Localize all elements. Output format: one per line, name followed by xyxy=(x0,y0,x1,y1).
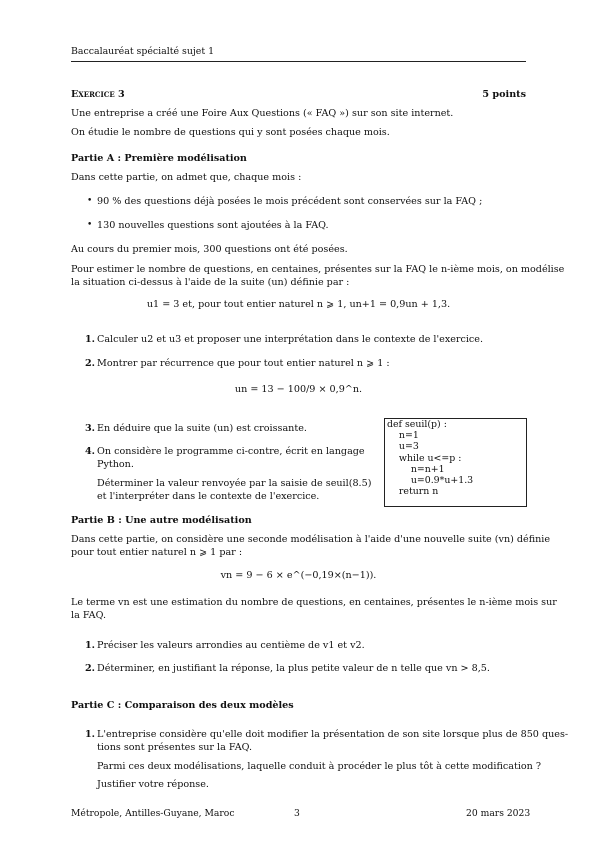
bullet-marker: • xyxy=(87,220,93,230)
question-text: Montrer par récurrence que pour tout entier naturel n ⩾ 1 : xyxy=(97,358,390,369)
part-c-question-1-cont: tions sont présentes sur la FAQ. xyxy=(97,742,253,753)
code-line: def seuil(p) : xyxy=(387,419,447,430)
part-a-line-3b: la situation ci-dessus à l'aide de la suite (un) définie par : xyxy=(71,277,350,288)
part-c-question-1-ask: Parmi ces deux modélisations, laquelle conduit à procéder le plus tôt à cette modification ? xyxy=(97,761,542,772)
exercise-heading xyxy=(71,88,526,101)
part-a-recurrence-formula: u1 = 3 et, pour tout entier naturel n ⩾ 1, un+1 = 0,9un + 1,3. xyxy=(146,299,451,310)
footer-location: Métropole, Antilles-Guyane, Maroc xyxy=(71,808,235,819)
part-b-line-1b: pour tout entier naturel n ⩾ 1 par : xyxy=(71,547,243,558)
part-c-question-1: 1. L'entreprise considère qu'elle doit modifier la présentation de son site lorsque plus de 850 ques- xyxy=(85,729,569,740)
footer-date: 20 mars 2023 xyxy=(466,808,531,819)
code-line: u=3 xyxy=(387,441,419,453)
part-b-formula: vn = 9 − 6 × e^(−0,19×(n−1)). xyxy=(220,570,377,581)
part-a-question-1: 1. Calculer u2 et u3 et proposer une interprétation dans le contexte de l'exercice. xyxy=(85,334,484,345)
header-rule xyxy=(71,61,526,62)
question-text: En déduire que la suite (un) est croissante. xyxy=(97,423,307,434)
question-text: Calculer u2 et u3 et proposer une interprétation dans le contexte de l'exercice. xyxy=(97,334,484,345)
exercise-title: Exercice 3 xyxy=(71,89,125,100)
exercise-points: 5 points xyxy=(482,89,526,100)
part-a-question-4: 4. On considère le programme ci-contre, écrit en langage xyxy=(85,446,365,457)
part-c-title: Partie C : Comparaison des deux modèles xyxy=(71,700,294,711)
question-text: Déterminer, en justifiant la réponse, la plus petite valeur de n telle que vn > 8,5. xyxy=(97,663,490,674)
python-code-box xyxy=(384,418,527,507)
part-a-bullet-2: 130 nouvelles questions sont ajoutées à la FAQ. xyxy=(97,220,329,231)
intro-line-2: On étudie le nombre de questions qui y sont posées chaque mois. xyxy=(71,127,390,138)
code-line: n=n+1 xyxy=(387,463,445,475)
part-b-question-2: 2. Déterminer, en justifiant la réponse, la plus petite valeur de n telle que vn > 8,5. xyxy=(85,663,490,674)
code-line: return n xyxy=(387,486,439,498)
question-text: On considère le programme ci-contre, écrit en langage xyxy=(97,446,365,457)
question-text: Préciser les valeurs arrondies au centième de v1 et v2. xyxy=(97,640,365,651)
part-a-question-3: 3. En déduire que la suite (un) est croissante. xyxy=(85,423,307,434)
part-a-line-3a: Pour estimer le nombre de questions, en centaines, présentes sur la FAQ le n-ième mois, on modélise xyxy=(71,264,565,275)
part-c-question-1-justify: Justifier votre réponse. xyxy=(97,779,209,790)
footer-page-number: 3 xyxy=(294,808,300,819)
bullet-marker: • xyxy=(87,196,93,206)
question-text: L'entreprise considère qu'elle doit modifier la présentation de son site lorsque plus de 850 ques- xyxy=(97,729,569,740)
part-a-line-2: Au cours du premier mois, 300 questions ont été posées. xyxy=(71,244,348,255)
part-a-line-1: Dans cette partie, on admet que, chaque mois : xyxy=(71,172,302,183)
part-a-bullet-1: 90 % des questions déjà posées le mois précédent sont conservées sur la FAQ ; xyxy=(97,196,483,207)
part-a-explicit-formula: un = 13 − 100/9 × 0,9^n. xyxy=(234,384,363,395)
part-b-line-2b: la FAQ. xyxy=(71,610,107,621)
part-b-question-1: 1. Préciser les valeurs arrondies au centième de v1 et v2. xyxy=(85,640,365,651)
running-header: Baccalauréat spécialté sujet 1 xyxy=(71,46,215,57)
code-line: n=1 xyxy=(387,430,419,442)
part-b-line-2a: Le terme vn est une estimation du nombre de questions, en centaines, présentes le n-ième mois sur xyxy=(71,597,557,608)
part-a-question-4-task: Déterminer la valeur renvoyée par la saisie de seuil(8.5) xyxy=(97,478,372,489)
code-line: while u<=p : xyxy=(387,452,462,464)
part-b-line-1a: Dans cette partie, on considère une seconde modélisation à l'aide d'une nouvelle suite (vn) définie xyxy=(71,534,551,545)
part-a-title: Partie A : Première modélisation xyxy=(71,153,247,164)
intro-line-1: Une entreprise a créé une Foire Aux Questions (« FAQ ») sur son site internet. xyxy=(71,108,454,119)
part-a-question-4-task-cont: et l'interpréter dans le contexte de l'exercice. xyxy=(97,491,320,502)
part-a-question-4-cont: Python. xyxy=(97,459,134,470)
part-b-title: Partie B : Une autre modélisation xyxy=(71,515,252,526)
part-a-question-2: 2. Montrer par récurrence que pour tout entier naturel n ⩾ 1 : xyxy=(85,358,390,369)
code-line: u=0.9*u+1.3 xyxy=(387,475,474,487)
